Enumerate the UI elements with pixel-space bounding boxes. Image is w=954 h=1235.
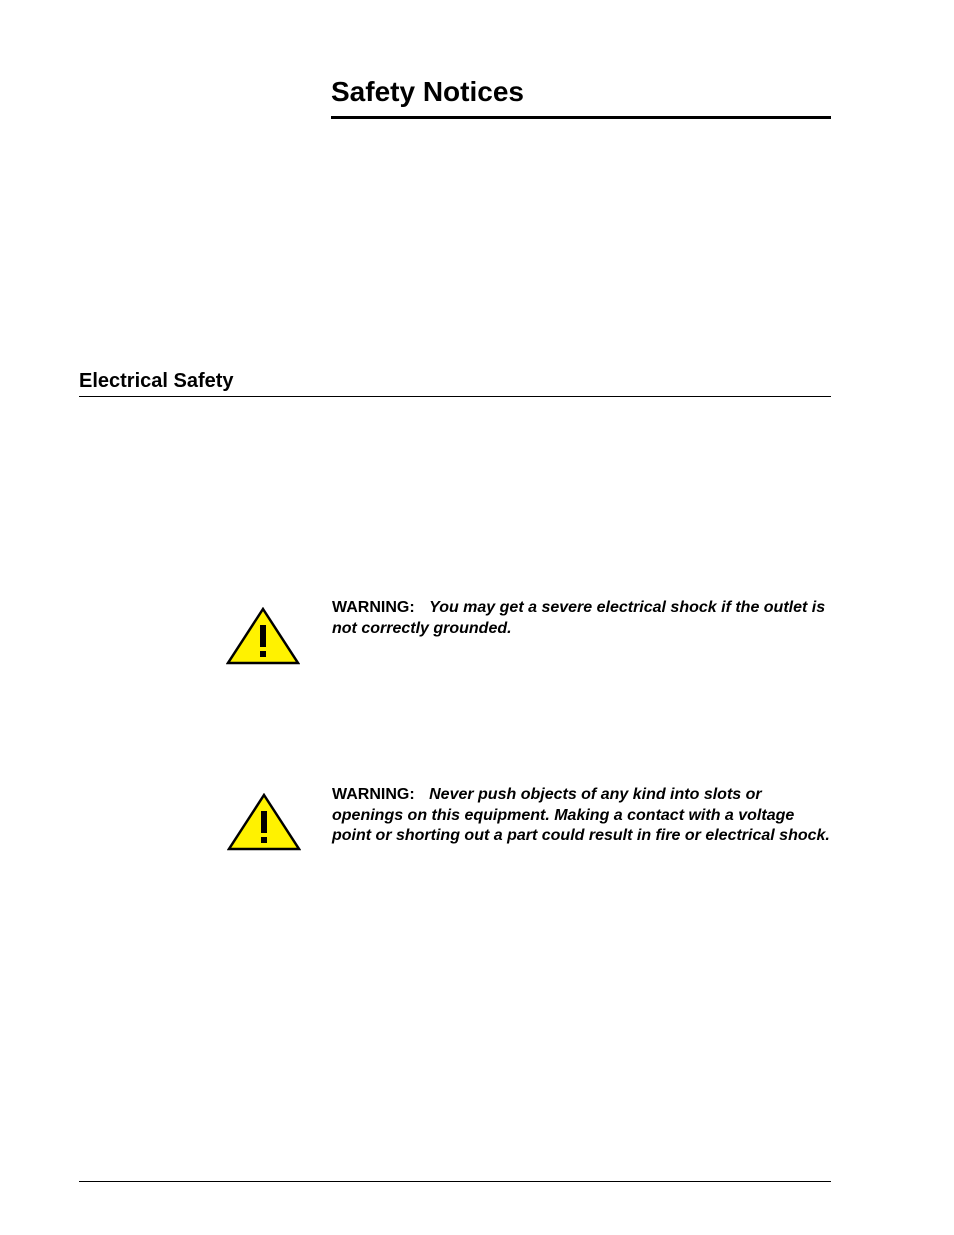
section-divider [79, 396, 831, 397]
page-title: Safety Notices [331, 76, 524, 107]
warning-label: WARNING: [332, 599, 415, 616]
warning-notice [332, 785, 832, 847]
warning-message: You may get a severe electrical shock if the outlet is not correctly grounded. [332, 599, 826, 637]
section-heading: Electrical Safety [79, 370, 234, 392]
title-divider [331, 116, 831, 119]
warning-message: Never push objects of any kind into slots or openings on this equipment. Making a contact with a voltage point or shorting out a part could result in fire or electrical shock. [332, 786, 830, 844]
footer-divider [79, 1181, 831, 1182]
warning-label: WARNING: [332, 786, 415, 803]
warning-notice [332, 598, 832, 639]
warning-triangle-icon [226, 607, 300, 665]
warning-triangle-icon [227, 793, 301, 851]
